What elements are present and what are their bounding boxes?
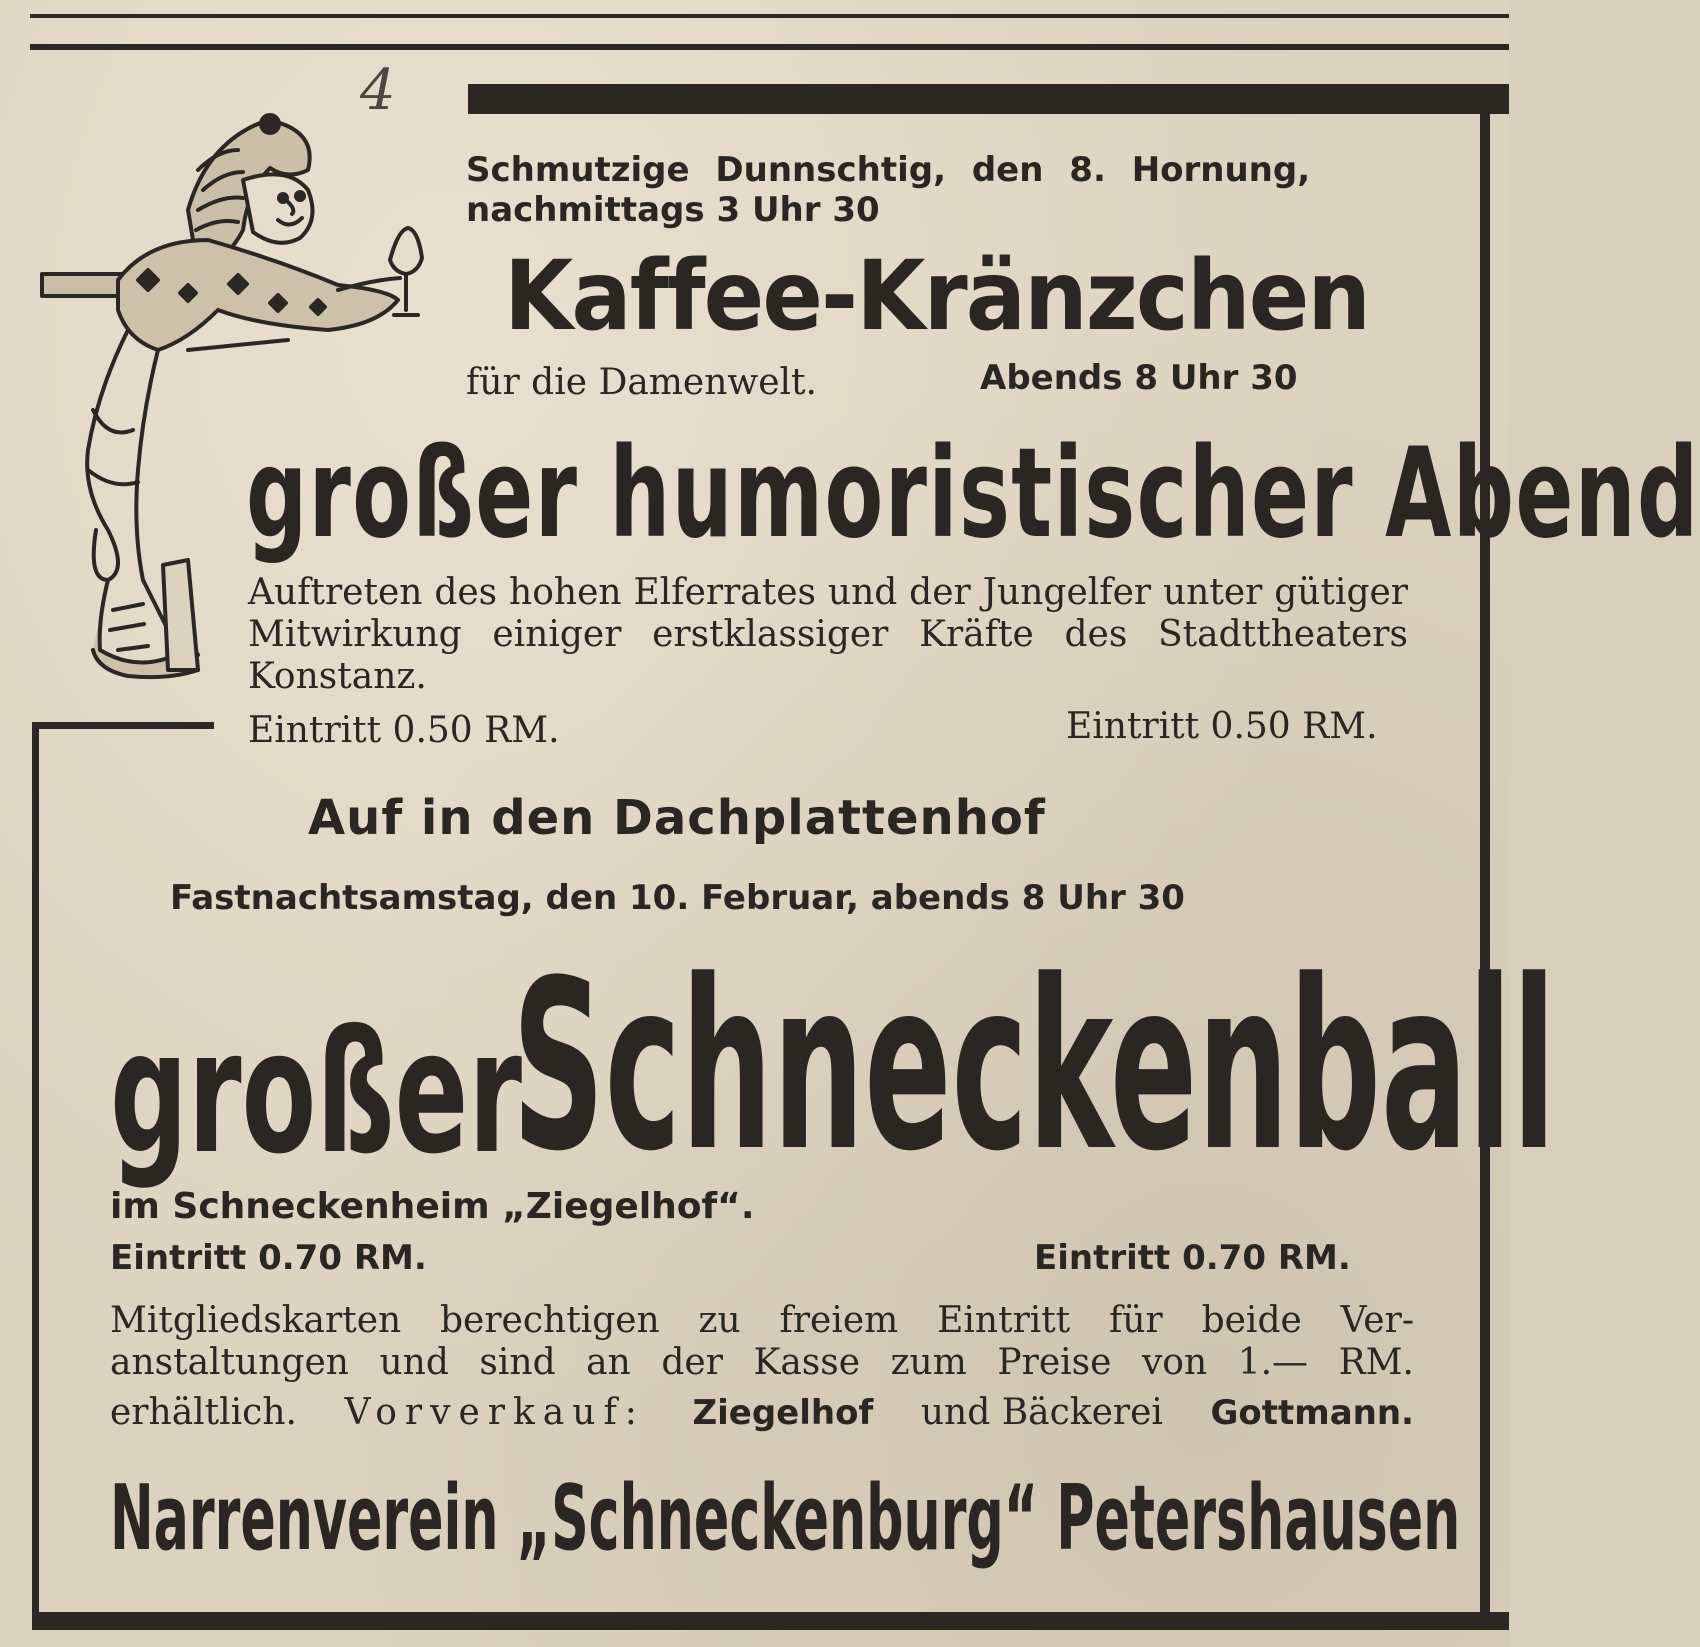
- right-frame: [1480, 110, 1490, 1625]
- left-frame-top: [32, 722, 214, 729]
- evening-entry-right: Eintritt 0.50 RM.: [1066, 706, 1378, 747]
- bottom-rule: [32, 1612, 1509, 1630]
- notes-line-3: [110, 1392, 1414, 1433]
- notes-gottmann: Gottmann.: [1210, 1393, 1414, 1433]
- notes-line-2: anstaltungen und sind an der Kasse zum Preise von 1.— RM.: [110, 1342, 1414, 1383]
- ball-entry-left: Eintritt 0.70 RM.: [110, 1238, 427, 1278]
- humoristischer-abend-title: großer humoristischer Abend: [246, 422, 1700, 566]
- ball-entry-right: Eintritt 0.70 RM.: [1034, 1238, 1351, 1278]
- left-frame: [32, 722, 39, 1627]
- afternoon-time-line: nachmittags 3 Uhr 30: [466, 190, 880, 230]
- notes-available: erhältlich.: [110, 1392, 297, 1433]
- ball-date-line: Fastnachtsamstag, den 10. Februar, abends 8 Uhr 30: [170, 878, 1185, 918]
- top-rule-double: [30, 44, 1509, 50]
- ball-title-grosser: großer: [110, 994, 522, 1192]
- evening-description: Auftreten des hohen Elferrates und der Jungelfer unter gütiger Mitwirkung einiger erstklassiger Kräfte des Stadttheaters Konstanz.: [248, 572, 1408, 697]
- header-bar: [468, 84, 1509, 114]
- organizer-signature: Narrenverein „Schneckenburg“ Petershausen: [110, 1466, 1461, 1571]
- ball-call: Auf in den Dachplattenhof: [308, 790, 1046, 846]
- afternoon-date-line: Schmutzige Dunnschtig, den 8. Hornung,: [466, 150, 1311, 190]
- evening-time: Abends 8 Uhr 30: [980, 358, 1298, 398]
- afternoon-audience: für die Damenwelt.: [466, 362, 817, 403]
- ball-venue: im Schneckenheim „Ziegelhof“.: [110, 1186, 755, 1227]
- evening-entry-left: Eintritt 0.50 RM.: [248, 710, 560, 751]
- ball-title-schneckenball: Schneckenball: [512, 931, 1557, 1203]
- kaffee-kraenzchen-title: Kaffee-Kränzchen: [504, 240, 1370, 352]
- notes-presale-label: Vorverkauf:: [344, 1392, 645, 1433]
- handwritten-mark: 4: [360, 58, 396, 123]
- notes-bakery-label: und Bäckerei: [920, 1392, 1163, 1433]
- notes-line-1: Mitgliedskarten berechtigen zu freiem Eintritt für beide Ver-: [110, 1300, 1414, 1341]
- top-rule-thin: [30, 14, 1509, 18]
- notes-ziegelhof: Ziegelhof: [692, 1393, 874, 1433]
